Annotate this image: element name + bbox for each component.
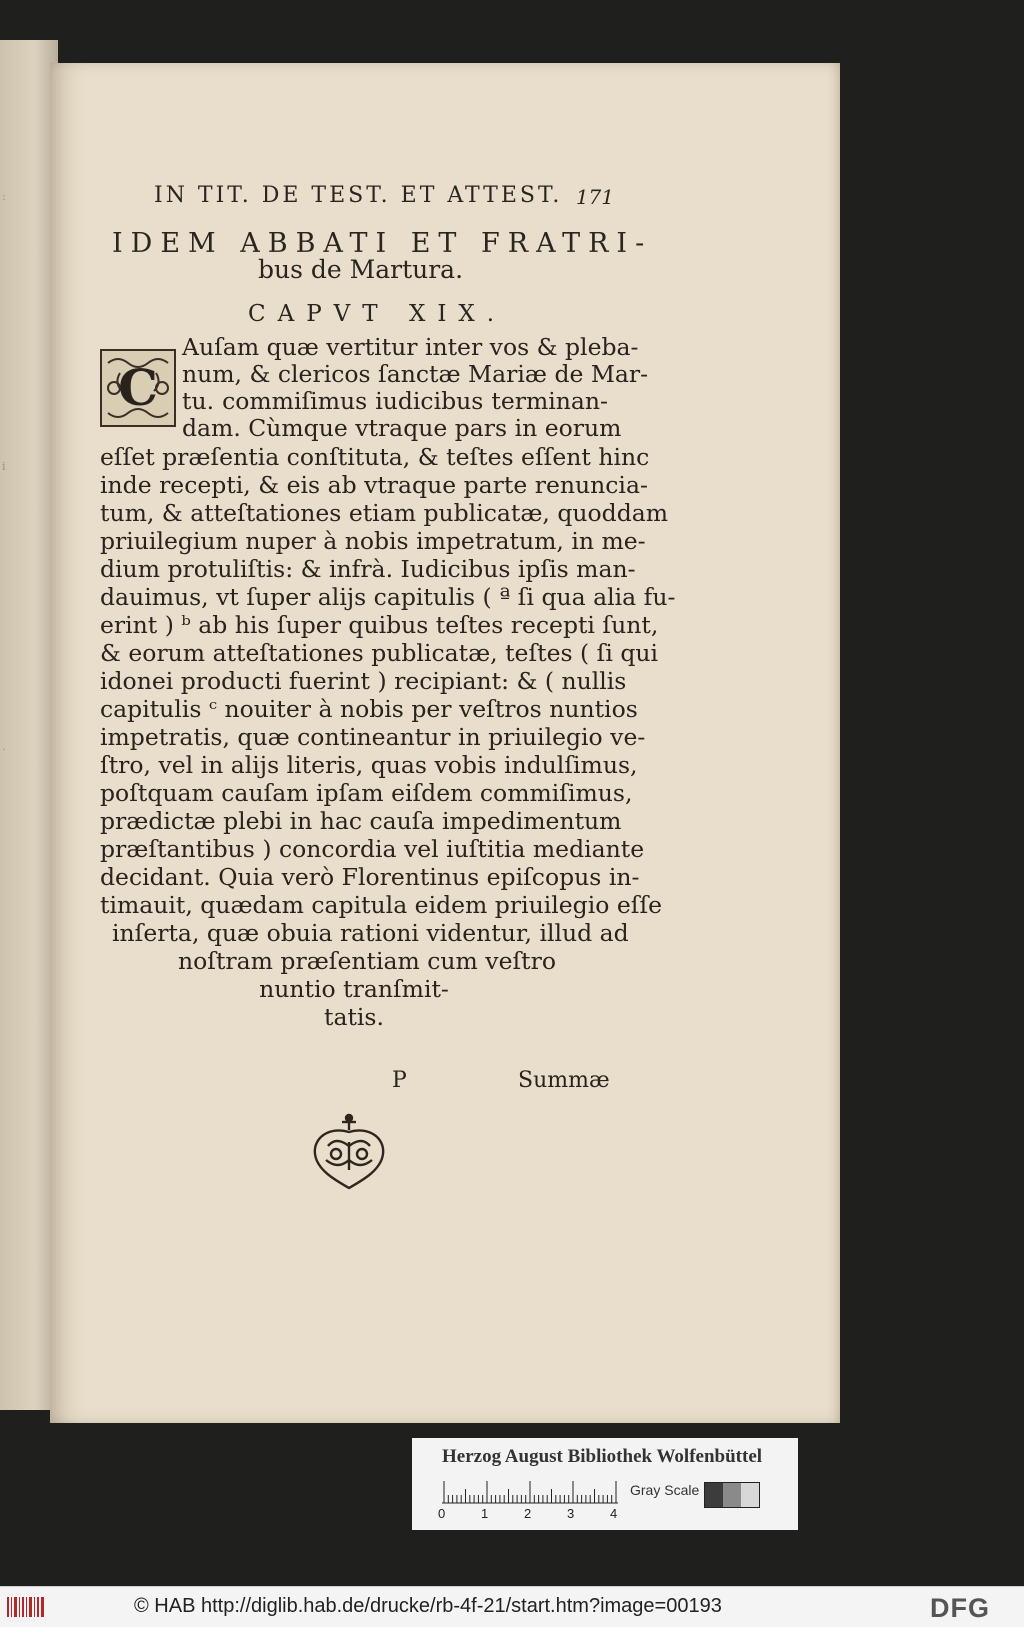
text-line: noſtram præſentiam cum veſtro [178,947,557,975]
text-line: inde recepti, & eis ab vtraque parte renuncia- [100,471,648,499]
text-line: impetratis, quæ contineantur in priuilegio ve- [100,723,646,751]
tailpiece-ornament-icon [306,1112,392,1192]
ruler-label: 0 [438,1506,446,1521]
initial-letter: C [118,358,158,417]
text-line: ſtro, vel in alijs literis, quas vobis indulſimus, [100,751,638,779]
running-head-text: IN TIT. DE TEST. ET ATTEST. [154,183,563,208]
text-line: prædictæ plebi in hac cauſa impedimentum [100,807,622,835]
text-line: dium protuliſtis: & infrà. Iudicibus ipſis man- [100,555,636,583]
text-line: nuntio tranſmit- [259,975,449,1003]
gray-swatch-light [741,1483,759,1507]
catchword: Summæ [518,1068,610,1093]
text-line: poſtquam cauſam ipſam eiſdem commiſimus, [100,779,633,807]
text-line: idonei producti fuerint ) recipiant: & ( nullis [100,667,627,695]
text-line: dam. Cùmque vtraque pars in eorum [182,414,622,442]
text-line: eſſet præſentia conſtituta, & teſtes eſſent hinc [100,443,650,471]
source-url[interactable]: © HAB http://diglib.hab.de/drucke/rb-4f-21/start.htm?image=00193 [134,1595,722,1617]
text-line: num, & clericos ſanctæ Mariæ de Mar- [182,360,649,388]
library-name: Herzog August Bibliothek Wolfenbüttel [442,1446,763,1467]
text-line: inſerta, quæ obuia rationi videntur, illud ad [112,919,629,947]
gray-scale-swatch [704,1482,760,1508]
gray-swatch-dark [705,1483,723,1507]
text-line: timauit, quædam capitula eidem priuilegio eſſe [100,891,663,919]
library-scan-card [412,1438,798,1530]
gray-scale-label: Gray Scale [630,1482,700,1498]
dfg-logo: DFG [930,1593,990,1623]
ruler-label: 3 [567,1506,575,1521]
bleed-glyph: : [2,190,6,203]
text-line: priuilegium nuper à nobis impetratum, in me- [100,527,646,555]
ruler-label: 1 [481,1506,489,1521]
footer-bar [0,1586,1024,1627]
chapter-heading-line-1: IDEM ABBATI ET FRATRI- [112,228,653,259]
barcode-logo-icon [6,1595,46,1619]
gray-swatch-mid [723,1483,741,1507]
text-line: tu. commiſimus iudicibus terminan- [182,387,608,415]
bleed-glyph: . [2,740,6,753]
scale-ruler-icon [442,1480,618,1504]
text-line: dauimus, vt ſuper alijs capitulis ( ª ſi qua alia fu- [100,583,676,611]
running-head [154,183,614,213]
text-line: erint ) ᵇ ab his ſuper quibus teſtes recepti ſunt, [100,611,659,639]
text-line: capitulis ᶜ nouiter à nobis per veſtros nuntios [100,695,638,723]
signature-mark: P [392,1068,407,1093]
page-number: 171 [575,185,614,209]
chapter-number: CAPVT XIX. [248,301,507,327]
bleed-glyph: i [2,460,6,473]
text-line: & eorum atteſtationes publicatæ, teſtes ( ſi qui [100,639,659,667]
text-line: præſtantibus ) concordia vel iuſtitia mediante [100,835,645,863]
decorated-initial-icon [100,349,176,427]
text-line: tum, & atteſtationes etiam publicatæ, quoddam [100,499,669,527]
text-line: tatis. [324,1003,384,1031]
text-line: decidant. Quia verò Florentinus epiſcopus in- [100,863,640,891]
chapter-heading-line-2: bus de Martura. [258,255,464,284]
text-line: Auſam quæ vertitur inter vos & pleba- [182,333,639,361]
ruler-label: 4 [610,1506,618,1521]
ruler-label: 2 [524,1506,532,1521]
